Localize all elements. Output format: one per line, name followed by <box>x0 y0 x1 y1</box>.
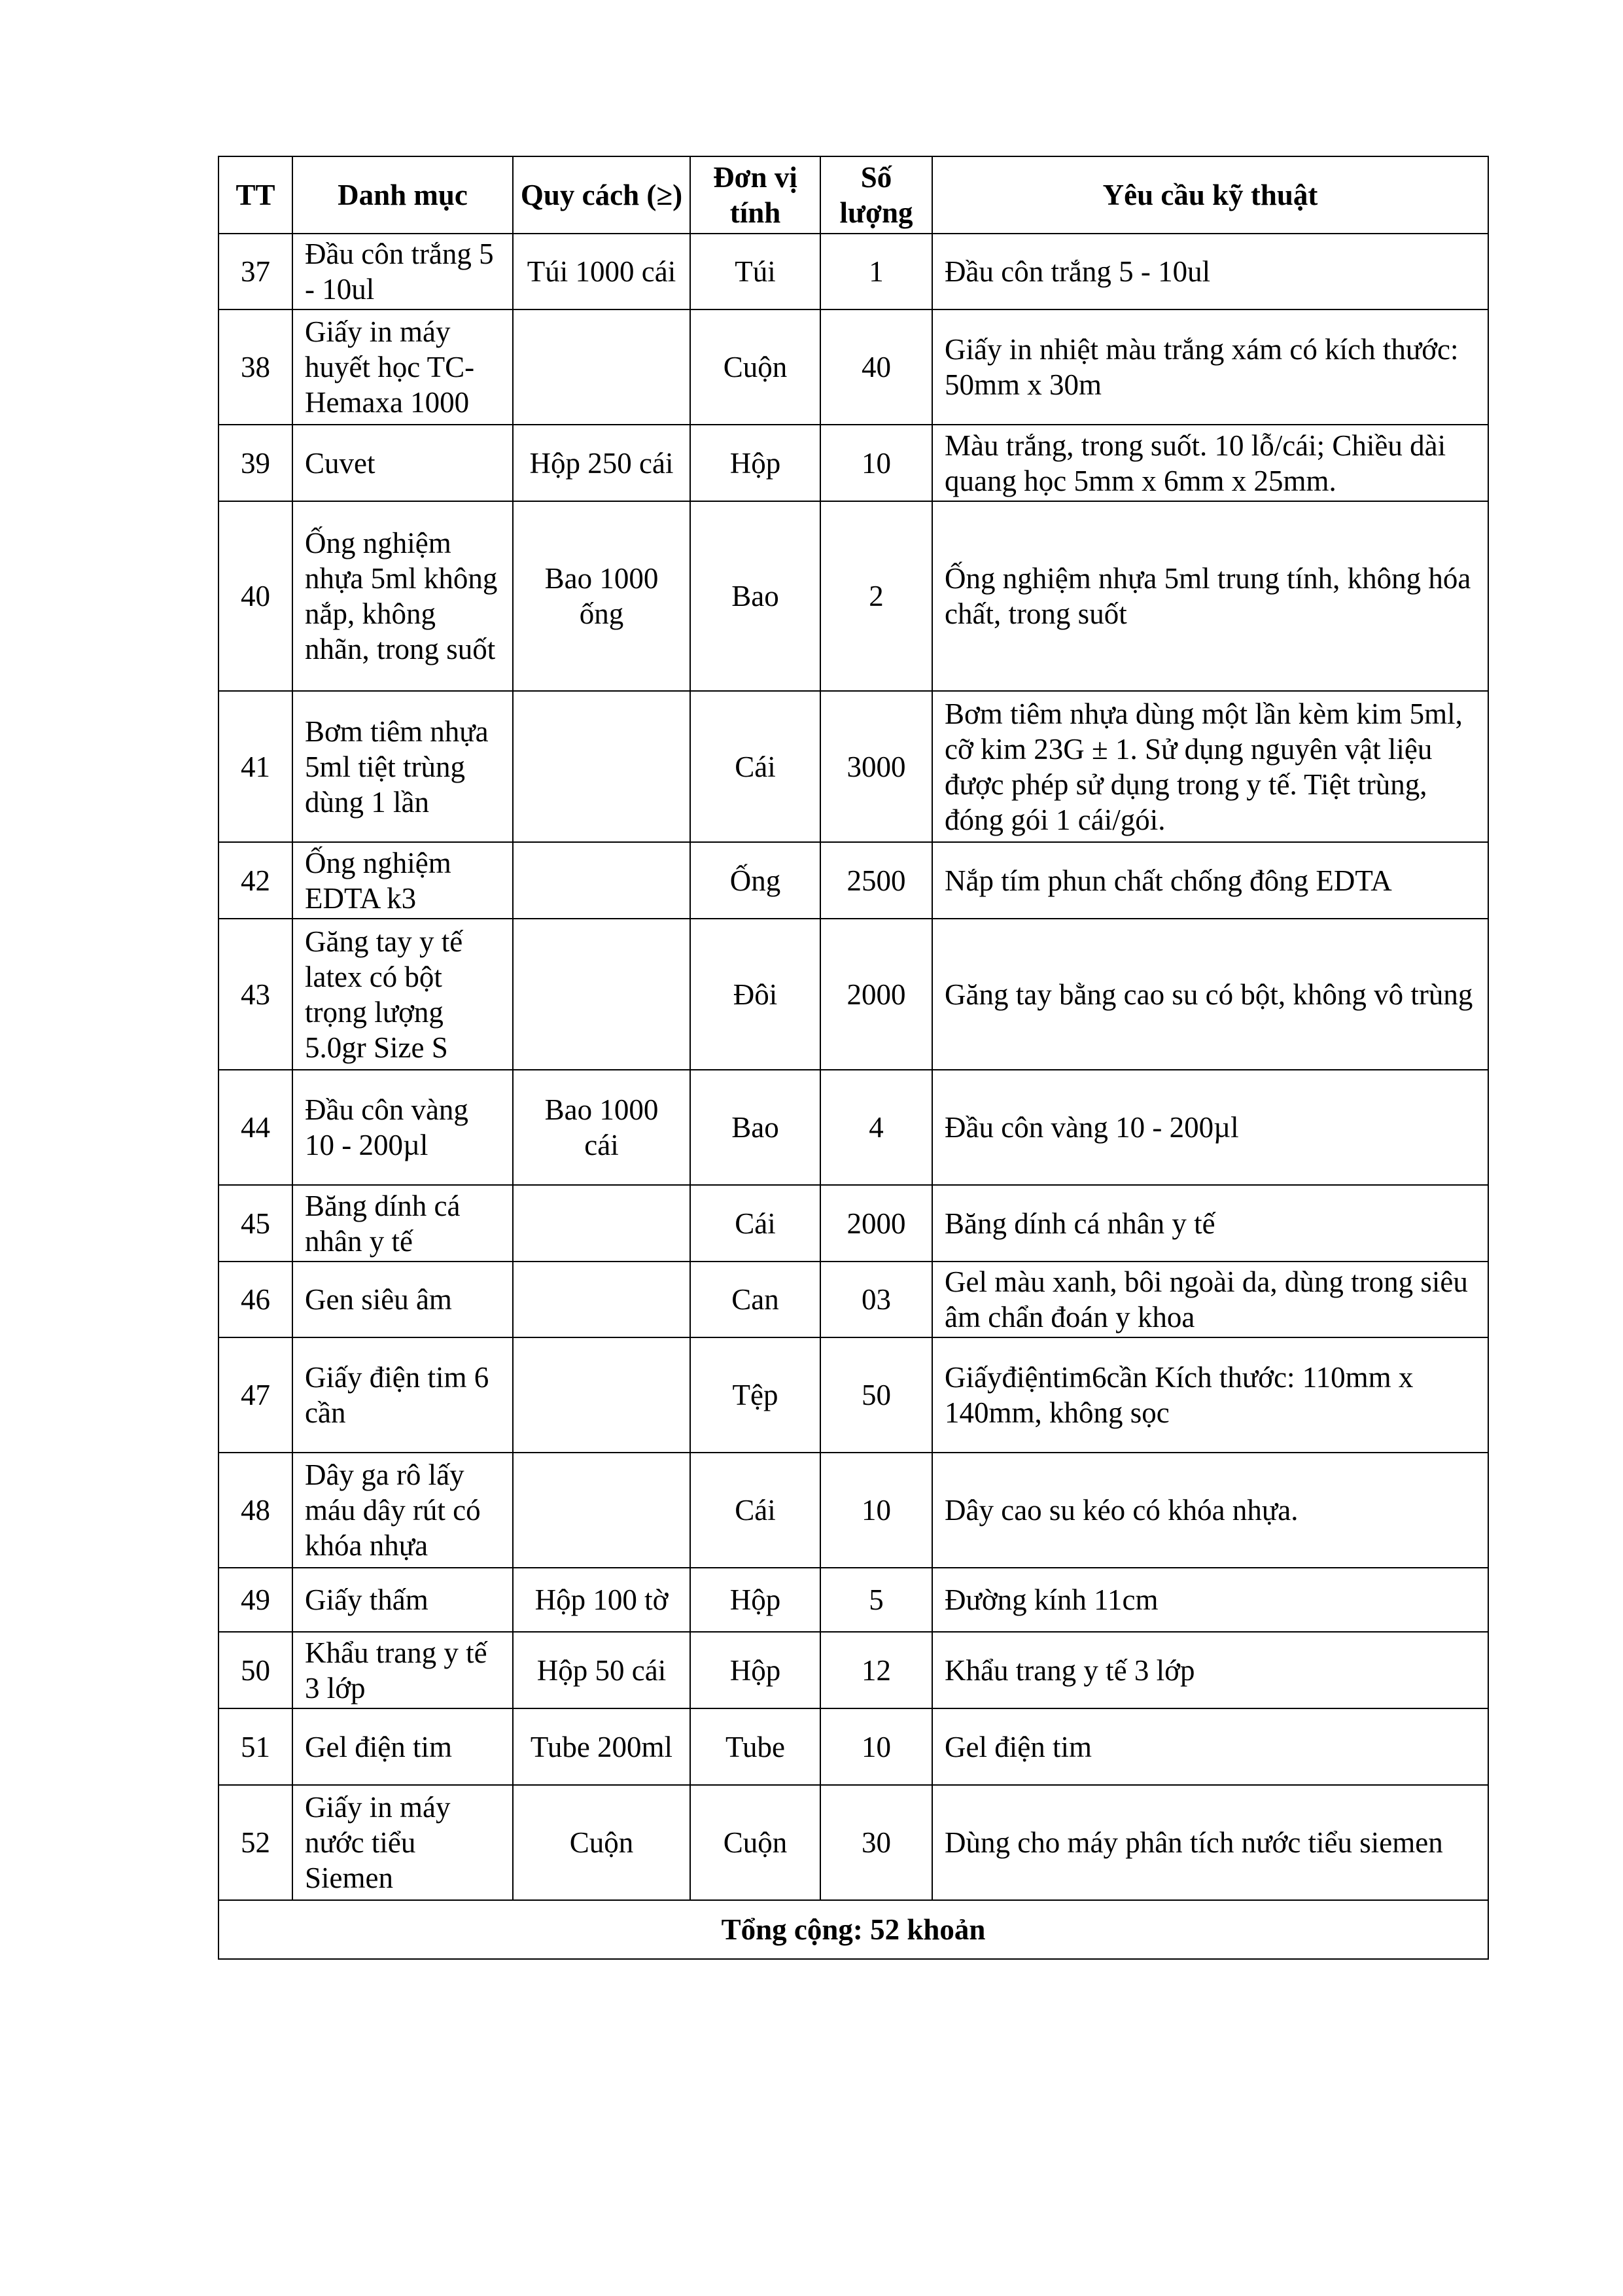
table-row <box>218 1453 1488 1568</box>
cell-tt: 42 <box>218 842 292 919</box>
total-label: Tổng cộng: 52 khoản <box>218 1900 1488 1959</box>
table-row <box>218 1708 1488 1785</box>
cell-unit: Hộp <box>690 1632 820 1708</box>
cell-tt: 49 <box>218 1568 292 1632</box>
cell-spec: Bao 1000 ống <box>513 501 690 691</box>
cell-name: Ống nghiệm EDTA k3 <box>292 842 513 919</box>
cell-name: Cuvet <box>292 425 513 501</box>
cell-requirements: Giấy in nhiệt màu trắng xám có kích thước: 50mm x 30m <box>932 309 1488 425</box>
cell-unit: Bao <box>690 1070 820 1185</box>
table-row <box>218 425 1488 501</box>
cell-unit: Can <box>690 1262 820 1337</box>
header-name: Danh mục <box>292 156 513 234</box>
cell-requirements: Dây cao su kéo có khóa nhựa. <box>932 1453 1488 1568</box>
cell-unit: Đôi <box>690 919 820 1070</box>
header-tt: TT <box>218 156 292 234</box>
cell-requirements: Nắp tím phun chất chống đông EDTA <box>932 842 1488 919</box>
cell-tt: 43 <box>218 919 292 1070</box>
cell-spec: Túi 1000 cái <box>513 234 690 309</box>
cell-qty: 5 <box>820 1568 932 1632</box>
cell-tt: 44 <box>218 1070 292 1185</box>
cell-name: Giấy in máy huyết học TC-Hemaxa 1000 <box>292 309 513 425</box>
cell-spec <box>513 842 690 919</box>
table-row <box>218 234 1488 309</box>
cell-requirements: Băng dính cá nhân y tế <box>932 1185 1488 1262</box>
cell-spec: Hộp 250 cái <box>513 425 690 501</box>
cell-spec <box>513 1453 690 1568</box>
cell-name: Đầu côn vàng 10 - 200µl <box>292 1070 513 1185</box>
cell-qty: 30 <box>820 1785 932 1900</box>
cell-spec <box>513 309 690 425</box>
cell-qty: 2000 <box>820 919 932 1070</box>
cell-tt: 37 <box>218 234 292 309</box>
cell-requirements: Đường kính 11cm <box>932 1568 1488 1632</box>
cell-spec <box>513 1185 690 1262</box>
cell-qty: 10 <box>820 425 932 501</box>
cell-spec: Bao 1000 cái <box>513 1070 690 1185</box>
table-row <box>218 1568 1488 1632</box>
cell-qty: 2 <box>820 501 932 691</box>
cell-qty: 3000 <box>820 691 932 842</box>
supply-table <box>218 156 1489 1960</box>
table-row <box>218 691 1488 842</box>
header-qty: Số lượng <box>820 156 932 234</box>
cell-name: Dây ga rô lấy máu dây rút có khóa nhựa <box>292 1453 513 1568</box>
cell-spec: Tube 200ml <box>513 1708 690 1785</box>
cell-tt: 46 <box>218 1262 292 1337</box>
table-row <box>218 1262 1488 1337</box>
header-unit: Đơn vị tính <box>690 156 820 234</box>
table-body <box>218 234 1488 1900</box>
table-row <box>218 1185 1488 1262</box>
total-row <box>218 1900 1488 1959</box>
cell-qty: 40 <box>820 309 932 425</box>
cell-tt: 48 <box>218 1453 292 1568</box>
cell-tt: 39 <box>218 425 292 501</box>
cell-qty: 4 <box>820 1070 932 1185</box>
cell-tt: 52 <box>218 1785 292 1900</box>
cell-unit: Túi <box>690 234 820 309</box>
cell-name: Khẩu trang y tế 3 lớp <box>292 1632 513 1708</box>
cell-requirements: Ống nghiệm nhựa 5ml trung tính, không hóa chất, trong suốt <box>932 501 1488 691</box>
cell-spec <box>513 691 690 842</box>
cell-spec <box>513 1262 690 1337</box>
cell-requirements: Dùng cho máy phân tích nước tiểu siemen <box>932 1785 1488 1900</box>
cell-unit: Cái <box>690 1453 820 1568</box>
cell-unit: Bao <box>690 501 820 691</box>
cell-requirements: Giấyđiệntim6cần Kích thước: 110mm x 140mm, không sọc <box>932 1337 1488 1453</box>
cell-name: Giấy in máy nước tiểu Siemen <box>292 1785 513 1900</box>
table-row <box>218 1070 1488 1185</box>
cell-name: Đầu côn trắng 5 - 10ul <box>292 234 513 309</box>
cell-qty: 2500 <box>820 842 932 919</box>
cell-spec <box>513 1337 690 1453</box>
cell-tt: 38 <box>218 309 292 425</box>
cell-requirements: Bơm tiêm nhựa dùng một lần kèm kim 5ml, cỡ kim 23G ± 1. Sử dụng nguyên vật liệu được phép sử dụng trong y tế. Tiệt trùng, đóng gói 1 cái/gói. <box>932 691 1488 842</box>
cell-requirements: Găng tay bằng cao su có bột, không vô trùng <box>932 919 1488 1070</box>
cell-name: Ống nghiệm nhựa 5ml không nắp, không nhãn, trong suốt <box>292 501 513 691</box>
header-spec: Quy cách (≥) <box>513 156 690 234</box>
cell-qty: 2000 <box>820 1185 932 1262</box>
cell-requirements: Gel màu xanh, bôi ngoài da, dùng trong siêu âm chẩn đoán y khoa <box>932 1262 1488 1337</box>
cell-name: Giấy thấm <box>292 1568 513 1632</box>
cell-qty: 03 <box>820 1262 932 1337</box>
cell-requirements: Khẩu trang y tế 3 lớp <box>932 1632 1488 1708</box>
cell-unit: Hộp <box>690 1568 820 1632</box>
cell-unit: Tệp <box>690 1337 820 1453</box>
cell-spec: Cuộn <box>513 1785 690 1900</box>
cell-unit: Hộp <box>690 425 820 501</box>
cell-unit: Cuộn <box>690 1785 820 1900</box>
cell-spec <box>513 919 690 1070</box>
cell-tt: 45 <box>218 1185 292 1262</box>
cell-tt: 41 <box>218 691 292 842</box>
cell-spec: Hộp 50 cái <box>513 1632 690 1708</box>
table-row <box>218 1785 1488 1900</box>
cell-name: Gen siêu âm <box>292 1262 513 1337</box>
cell-name: Gel điện tim <box>292 1708 513 1785</box>
cell-name: Găng tay y tế latex có bột trọng lượng 5.0gr Size S <box>292 919 513 1070</box>
cell-qty: 12 <box>820 1632 932 1708</box>
table-row <box>218 919 1488 1070</box>
cell-spec: Hộp 100 tờ <box>513 1568 690 1632</box>
cell-requirements: Đầu côn trắng 5 - 10ul <box>932 234 1488 309</box>
cell-name: Băng dính cá nhân y tế <box>292 1185 513 1262</box>
cell-requirements: Màu trắng, trong suốt. 10 lỗ/cái; Chiều dài quang học 5mm x 6mm x 25mm. <box>932 425 1488 501</box>
cell-qty: 1 <box>820 234 932 309</box>
table-header-row <box>218 156 1488 234</box>
cell-qty: 50 <box>820 1337 932 1453</box>
cell-tt: 51 <box>218 1708 292 1785</box>
cell-unit: Cái <box>690 691 820 842</box>
cell-requirements: Gel điện tim <box>932 1708 1488 1785</box>
cell-unit: Tube <box>690 1708 820 1785</box>
cell-requirements: Đầu côn vàng 10 - 200µl <box>932 1070 1488 1185</box>
cell-qty: 10 <box>820 1708 932 1785</box>
cell-unit: Cuộn <box>690 309 820 425</box>
cell-name: Bơm tiêm nhựa 5ml tiệt trùng dùng 1 lần <box>292 691 513 842</box>
table-row <box>218 501 1488 691</box>
table-row <box>218 309 1488 425</box>
cell-unit: Cái <box>690 1185 820 1262</box>
cell-tt: 47 <box>218 1337 292 1453</box>
cell-name: Giấy điện tim 6 cần <box>292 1337 513 1453</box>
cell-unit: Ống <box>690 842 820 919</box>
cell-tt: 50 <box>218 1632 292 1708</box>
table-row <box>218 842 1488 919</box>
table-row <box>218 1632 1488 1708</box>
cell-qty: 10 <box>820 1453 932 1568</box>
table-row <box>218 1337 1488 1453</box>
header-requirements: Yêu cầu kỹ thuật <box>932 156 1488 234</box>
cell-tt: 40 <box>218 501 292 691</box>
